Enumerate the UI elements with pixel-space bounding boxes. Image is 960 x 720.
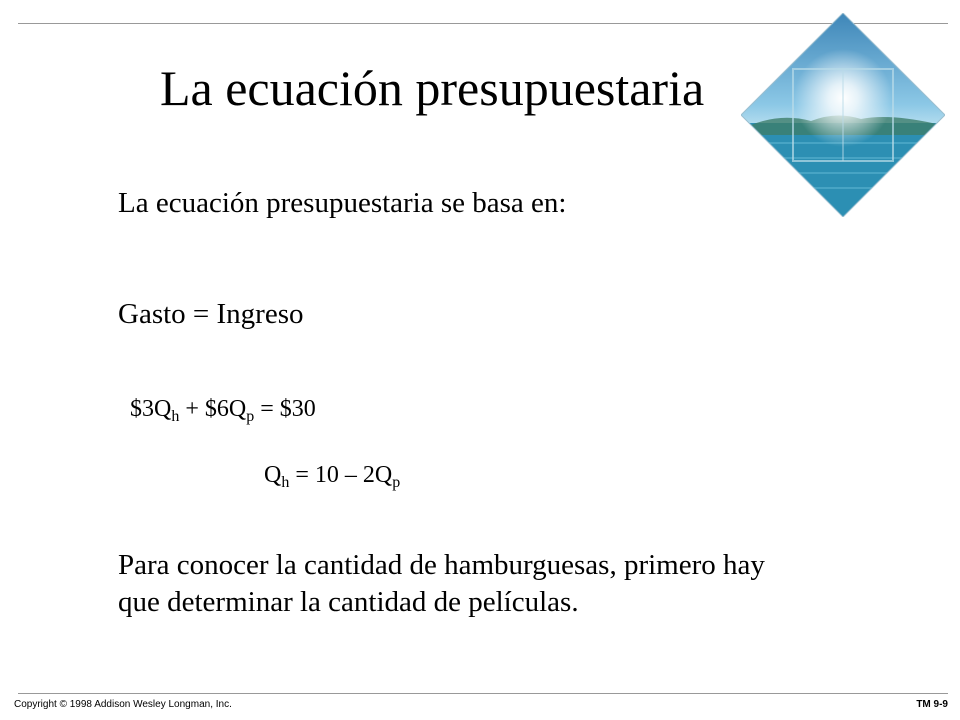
- eq1-term-a: $3Q: [130, 396, 172, 422]
- eq2-sub-h: h: [281, 474, 290, 491]
- eq1-sub-h: h: [171, 408, 180, 425]
- eq1-sub-p: p: [246, 408, 255, 425]
- solved-equation: [264, 461, 400, 489]
- bottom-rule: [18, 693, 948, 694]
- eq2-sub-p: p: [392, 474, 401, 491]
- explanation-paragraph: Para conocer la cantidad de hamburguesas, primero hay que determinar la cantidad de películas.: [118, 549, 765, 618]
- budget-equation: [130, 395, 316, 423]
- gasto-ingreso-equation: Gasto = Ingreso: [118, 298, 304, 330]
- intro-text: La ecuación presupuestaria se basa en:: [118, 187, 567, 219]
- ocean-sunburst-logo: [741, 13, 945, 217]
- eq2-term-a: Q: [264, 462, 282, 488]
- page-title: La ecuación presupuestaria: [160, 60, 705, 116]
- eq1-term-c: = $30: [254, 396, 316, 422]
- slide-number: TM 9-9: [916, 699, 948, 710]
- copyright-text: Copyright © 1998 Addison Wesley Longman, Inc.: [14, 699, 232, 710]
- eq2-term-b: = 10 – 2Q: [289, 462, 393, 488]
- eq1-term-b: + $6Q: [179, 396, 247, 422]
